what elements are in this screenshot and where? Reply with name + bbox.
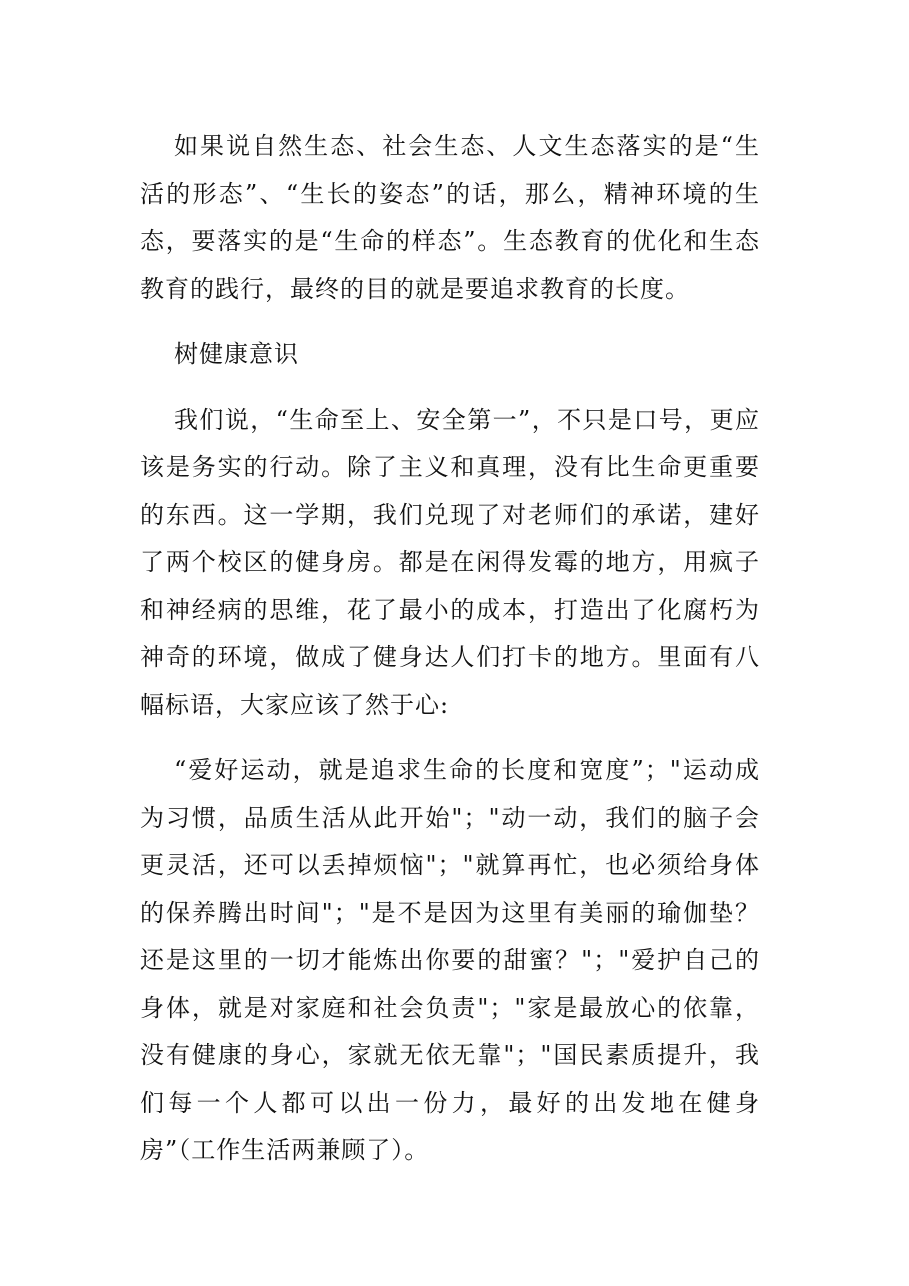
paragraph-slogans: “爱好运动，就是追求生命的长度和宽度”；"运动成为习惯，品质生活从此开始"；"动一动，我们的脑子会更灵活，还可以丢掉烦恼"；"就算再忙，也必须给身体的保养腾出时间"；"是不是因为这里有美丽的瑜伽垫？还是这里的一切才能炼出你要的甜蜜？"；"爱护自己的身体，就是对家庭和社会负责"；"家是最放心的依靠，没有健康的身心，家就无依无靠"；"国民素质提升，我们每一个人都可以出一份力，最好的出发地在健身房”（工作生活两兼顾了）。 [140,756,760,1164]
paragraph-gym: 我们说，“生命至上、安全第一”，不只是口号，更应该是务实的行动。除了主义和真理，没有比生命更重要的东西。这一学期，我们兑现了对老师们的承诺，建好了两个校区的健身房。都是在闲得发霉的地方，用疯子和神经病的思维，花了最小的成本，打造出了化腐朽为神奇的环境，做成了健身达人们打卡的地方。里面有八幅标语，大家应该了然于心: [140,405,760,719]
section-heading-health: 树健康意识 [174,340,299,368]
paragraph-ecology: 如果说自然生态、社会生态、人文生态落实的是“生活的形态”、“生长的姿态”的话，那么，精神环境的生态，要落实的是“生命的样态”。生态教育的优化和生态教育的践行，最终的目的就是要追求教育的长度。 [140,132,760,303]
document-body [140,123,760,1193]
